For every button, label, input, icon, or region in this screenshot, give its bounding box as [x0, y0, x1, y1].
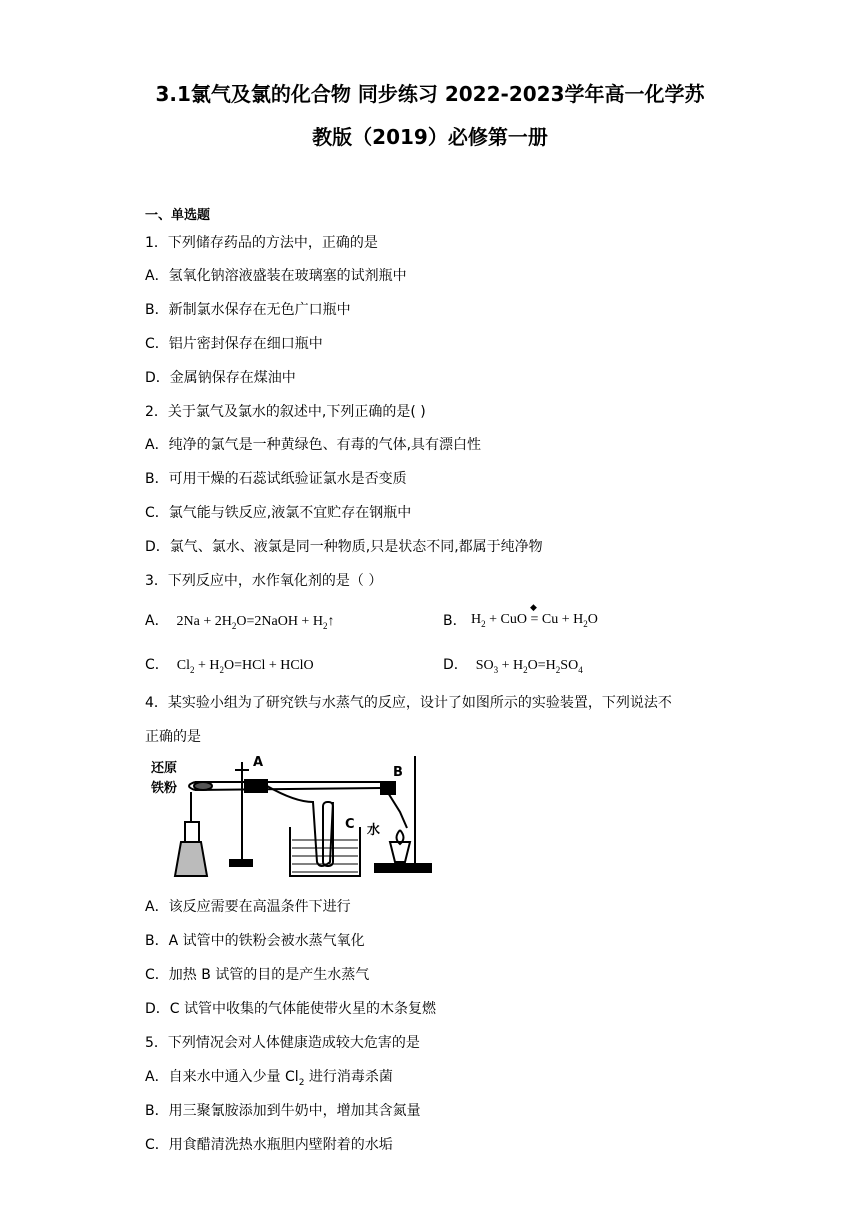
label-tube-b: B — [393, 765, 403, 780]
q5-stem: 5．下列情况会对人体健康造成较大危害的是 — [145, 1035, 420, 1051]
q5-option-c: C．用食醋清洗热水瓶胆内壁附着的水垢 — [145, 1137, 393, 1153]
q5-option-a — [145, 1066, 393, 1088]
q3-option-a-label: A． — [145, 613, 169, 629]
q4-option-b: B．A 试管中的铁粉会被水蒸气氧化 — [145, 933, 365, 949]
q1-option-b: B．新制氯水保存在无色广口瓶中 — [145, 302, 351, 318]
q3-equation-a: $2Na + 2H_2O=2NaOH$ + $H_2↑$ — [173, 614, 335, 631]
doc-title-line1: 3.1氯气及氯的化合物 同步练习 2022-2023学年高一化学苏 — [155, 82, 705, 106]
iron-powder — [194, 782, 212, 790]
q3-option-a — [145, 610, 334, 631]
beaker — [290, 827, 360, 876]
label-iron-powder: 铁粉 — [151, 781, 178, 796]
q5-option-b: B．用三聚氰胺添加到牛奶中，增加其含氮量 — [145, 1103, 421, 1119]
q5-option-a-sub: 2 — [298, 1077, 305, 1088]
right-stand-base — [375, 864, 431, 872]
reaction-tube-a — [195, 782, 385, 790]
q3-option-b-label: B． — [443, 613, 467, 629]
q2-option-c: C．氯气能与铁反应,液氯不宜贮存在钢瓶中 — [145, 505, 412, 521]
q1-stem: 1．下列储存药品的方法中，正确的是 — [145, 235, 378, 251]
b-stopper — [381, 782, 395, 794]
q5-option-a-pre: A．自来水中通入少量 Cl — [145, 1069, 299, 1085]
q3-stem: 3．下列反应中，水作氧化剂的是（ ） — [145, 573, 383, 589]
q4-stem-line1: 4．某实验小组为了研究铁与水蒸气的反应，设计了如图所示的实验装置，下列说法不 — [145, 695, 672, 711]
q2-option-b: B．可用干燥的石蕊试纸验证氯水是否变质 — [145, 471, 407, 487]
label-reduced-1: 还原 — [151, 761, 178, 776]
q2-stem: 2．关于氯气及氯水的叙述中,下列正确的是( ) — [145, 404, 426, 420]
q4-option-c: C．加热 B 试管的目的是产生水蒸气 — [145, 967, 370, 983]
q3-option-b — [443, 610, 467, 630]
q3-equation-c: $Cl_2 + H_2O=HCl$ + HClO — [173, 658, 314, 675]
q3-option-c-label: C． — [145, 657, 169, 673]
q5-option-a-post: 进行消毒杀菌 — [304, 1069, 393, 1085]
q2-option-a: A．纯净的氯气是一种黄绿色、有毒的气体,具有漂白性 — [145, 437, 482, 453]
tube-holder — [245, 780, 267, 792]
q1-option-a: A．氢氧化钠溶液盛装在玻璃塞的试剂瓶中 — [145, 268, 407, 284]
label-water: 水 — [367, 823, 381, 838]
q2-option-d: D．氯气、氯水、液氯是同一种物质,只是状态不同,都属于纯净物 — [145, 539, 543, 555]
q3-option-d — [443, 654, 583, 675]
alcohol-lamp — [175, 842, 207, 876]
doc-title-line2: 教版（2019）必修第一册 — [312, 125, 548, 149]
q1-option-d: D．金属钠保存在煤油中 — [145, 370, 296, 386]
label-tube-a: A — [253, 755, 264, 770]
beaker-water — [292, 840, 358, 872]
section-heading: 一、单选题 — [145, 208, 211, 223]
q4-stem-line2: 正确的是 — [145, 729, 201, 745]
q3-equation-d: $SO_3 + H_2O=H_2SO_4$ — [472, 658, 583, 675]
iron-steam-apparatus-diagram — [145, 752, 435, 882]
q4-option-a: A．该反应需要在高温条件下进行 — [145, 899, 351, 915]
left-stand-base — [230, 860, 252, 866]
burner-body — [185, 822, 199, 842]
label-tube-c: C — [345, 817, 355, 832]
q1-option-c: C．铝片密封保存在细口瓶中 — [145, 336, 323, 352]
q3-option-d-label: D． — [443, 657, 468, 673]
q3-option-c — [145, 654, 314, 675]
q3-equation-b: $H_2$ + CuO ◆ = $Cu + H_2O$ — [471, 602, 598, 629]
q4-option-d: D．C 试管中收集的气体能使带火星的木条复燃 — [145, 1001, 437, 1017]
